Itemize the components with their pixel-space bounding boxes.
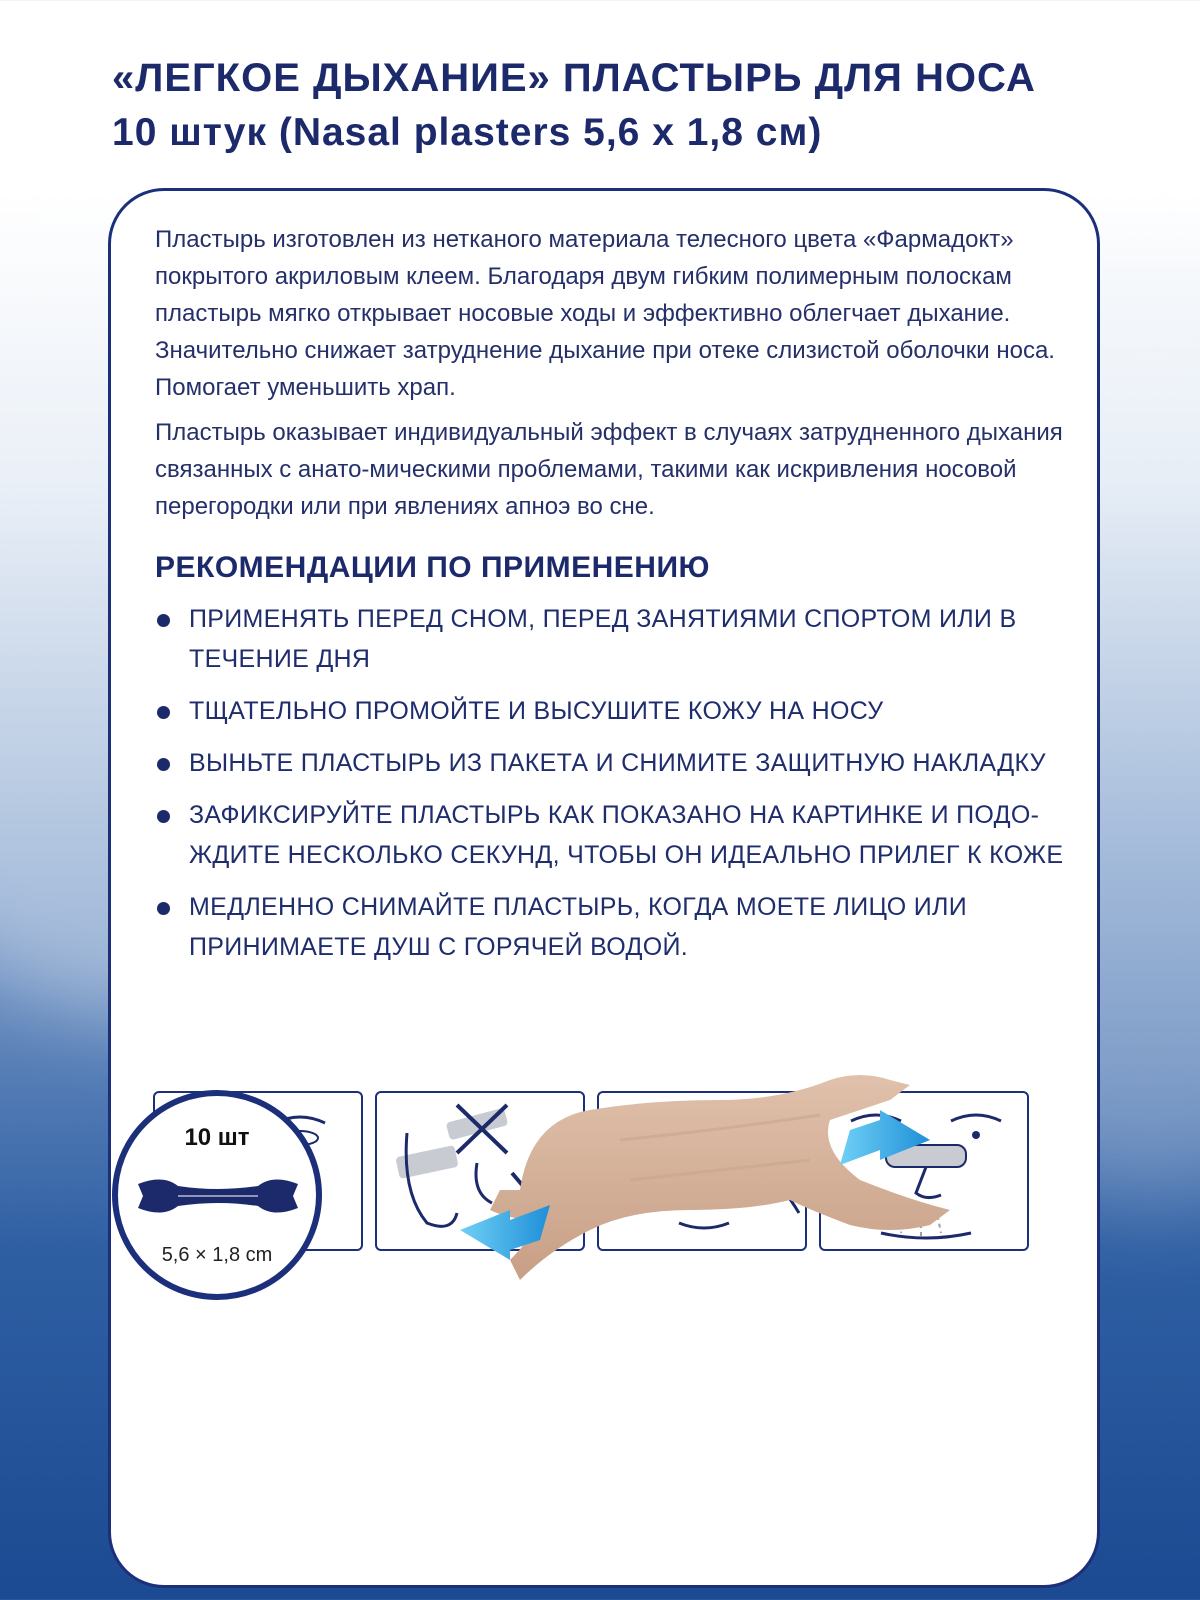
- bullet-icon: [157, 758, 170, 771]
- description-paragraph-1: Пластырь изготовлен из нетканого материала телесного цвета «Фармадокт» покрытого акриловым клеем. Благодаря двум гибким полимерным полоскам пластырь мягко открывает носовые ходы и эффективно облегчает дыхание. Значительно снижает затруднение дыхание при отеке слизистой оболочки носа. Помогает уменьшить храп.: [155, 226, 1055, 401]
- plaster-silhouette-icon: [118, 1166, 318, 1226]
- bullet-icon: [157, 810, 170, 823]
- list-item-text: ВЫНЬТЕ ПЛАСТЫРЬ ИЗ ПАКЕТА И СНИМИТЕ ЗАЩИТНУЮ НАКЛАДКУ: [189, 749, 1046, 777]
- list-item: [155, 743, 1075, 783]
- recommendations-list: [155, 599, 1075, 967]
- list-item: [155, 887, 1075, 967]
- list-item: [155, 599, 1075, 679]
- card-content: [155, 221, 1075, 979]
- list-item-text: ЗАФИКСИРУЙТЕ ПЛАСТЫРЬ КАК ПОКАЗАНО НА КАРТИНКЕ И ПОДО-ЖДИТЕ НЕСКОЛЬКО СЕКУНД, ЧТОБЫ ОН ИДЕАЛЬНО ПРИЛЕГ К КОЖЕ: [189, 801, 1064, 869]
- description-paragraph-2: Пластырь оказывает индивидуальный эффект в случаях затрудненного дыхания связанных с анато-мическими проблемами, такими как искривления носовой перегородки или при явлениях апноэ во сне.: [155, 419, 1063, 520]
- pack-size: 5,6 × 1,8 cm: [161, 1244, 273, 1266]
- pack-badge: [112, 1090, 322, 1300]
- bullet-icon: [157, 902, 170, 915]
- bullet-icon: [157, 706, 170, 719]
- list-item-text: ТЩАТЕЛЬНО ПРОМОЙТЕ И ВЫСУШИТЕ КОЖУ НА НОСУ: [189, 697, 884, 725]
- page-title: [112, 50, 1112, 160]
- pack-count: 10 шт: [184, 1124, 250, 1151]
- list-item-text: ПРИМЕНЯТЬ ПЕРЕД СНОМ, ПЕРЕД ЗАНЯТИЯМИ СПОРТОМ ИЛИ В ТЕЧЕНИЕ ДНЯ: [189, 605, 1017, 673]
- title-line-2: 10 штук (Nasal plasters 5,6 х 1,8 см): [112, 111, 823, 154]
- list-item: [155, 691, 1075, 731]
- list-item: [155, 795, 1075, 875]
- title-line-1: «ЛЕГКОЕ ДЫХАНИЕ» ПЛАСТЫРЬ ДЛЯ НОСА: [112, 56, 1036, 100]
- list-item-text: МЕДЛЕННО СНИМАЙТЕ ПЛАСТЫРЬ, КОГДА МОЕТЕ ЛИЦО ИЛИ ПРИНИМАЕТЕ ДУШ С ГОРЯЧЕЙ ВОДОЙ.: [189, 893, 967, 961]
- bullet-icon: [157, 614, 170, 627]
- info-card: [108, 188, 1100, 1588]
- plaster-image: [390, 1060, 950, 1300]
- recommendations-title: РЕКОМЕНДАЦИИ ПО ПРИМЕНЕНИЮ: [155, 551, 710, 584]
